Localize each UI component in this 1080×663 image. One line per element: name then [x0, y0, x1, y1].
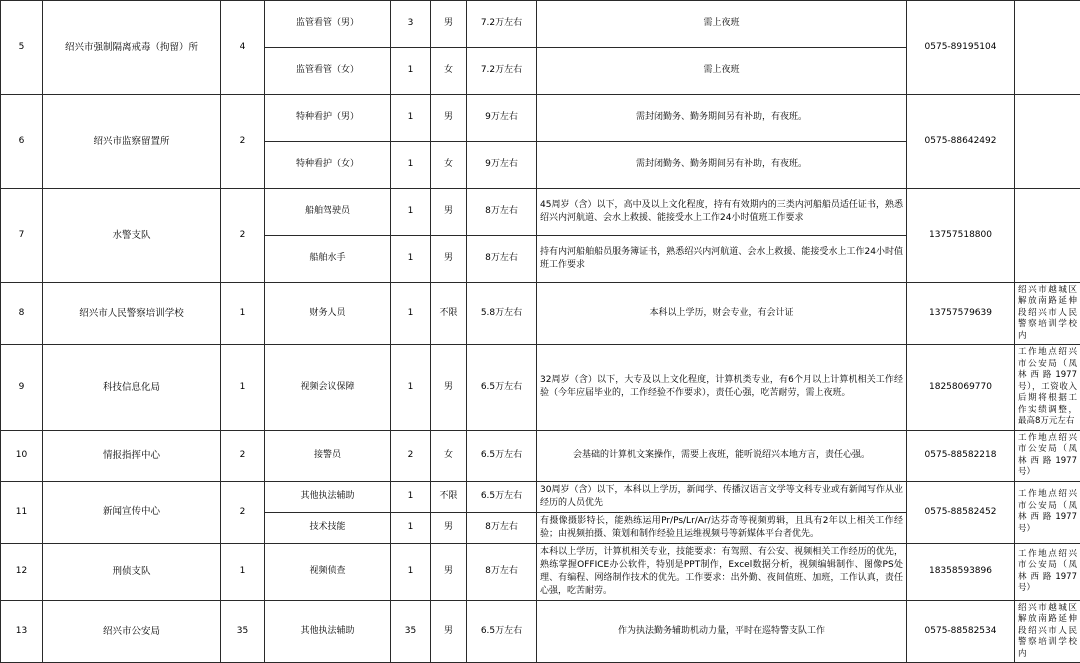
- cell-post: 其他执法辅助: [265, 481, 391, 512]
- cell-note: 绍兴市越城区解放南路延伸段绍兴市人民警察培训学校内: [1015, 283, 1080, 345]
- cell-org-count: 4: [221, 1, 265, 95]
- cell-pay: 8万左右: [467, 512, 537, 543]
- cell-post: 视频侦查: [265, 543, 391, 600]
- cell-post: 船舶驾驶员: [265, 189, 391, 236]
- cell-phone: 18358593896: [907, 543, 1015, 600]
- cell-num: 1: [391, 95, 431, 142]
- cell-org-count: 1: [221, 543, 265, 600]
- cell-note: [1015, 189, 1080, 283]
- table-row: [1, 345, 1080, 430]
- cell-num: 1: [391, 543, 431, 600]
- table-row: [1, 1, 1080, 48]
- cell-sex: 男: [431, 512, 467, 543]
- cell-org-count: 1: [221, 283, 265, 345]
- cell-requirement: 需上夜班: [537, 1, 907, 48]
- cell-num: 3: [391, 1, 431, 48]
- cell-post: 接警员: [265, 430, 391, 481]
- cell-phone: 0575-88582534: [907, 600, 1015, 662]
- cell-pay: 9万左右: [467, 95, 537, 142]
- cell-sex: 男: [431, 600, 467, 662]
- cell-sex: 不限: [431, 283, 467, 345]
- cell-sex: 女: [431, 142, 467, 189]
- cell-note: 工作地点绍兴市公安局（凤林西路1977号）: [1015, 543, 1080, 600]
- cell-post: 特种看护（女）: [265, 142, 391, 189]
- cell-org: 绍兴市公安局: [43, 600, 221, 662]
- cell-pay: 9万左右: [467, 142, 537, 189]
- cell-no: 11: [1, 481, 43, 543]
- cell-sex: 男: [431, 189, 467, 236]
- cell-sex: 男: [431, 236, 467, 283]
- cell-no: 10: [1, 430, 43, 481]
- cell-post: 监管看管（男）: [265, 1, 391, 48]
- cell-org: 水警支队: [43, 189, 221, 283]
- table-row: [1, 189, 1080, 236]
- cell-note: 工作地点绍兴市公安局（凤林西路1977号）: [1015, 481, 1080, 543]
- cell-org-count: 2: [221, 481, 265, 543]
- cell-requirement: 持有内河船舶船员服务簿证书，熟悉绍兴内河航道、会水上救援、能接受水上工作24小时值班工作要求: [537, 236, 907, 283]
- cell-org-count: 2: [221, 430, 265, 481]
- cell-num: 1: [391, 142, 431, 189]
- cell-requirement: 本科以上学历，财会专业，有会计证: [537, 283, 907, 345]
- cell-pay: 8万左右: [467, 543, 537, 600]
- cell-pay: 7.2万左右: [467, 48, 537, 95]
- cell-note: 工作地点绍兴市公安局（凤林西路1977号）: [1015, 430, 1080, 481]
- cell-org: 绍兴市强制隔离戒毒（拘留）所: [43, 1, 221, 95]
- cell-org-count: 2: [221, 95, 265, 189]
- cell-requirement: 需封闭勤务、勤务期间另有补助，有夜班。: [537, 95, 907, 142]
- cell-pay: 6.5万左右: [467, 600, 537, 662]
- cell-pay: 8万左右: [467, 189, 537, 236]
- cell-num: 1: [391, 481, 431, 512]
- cell-post: 其他执法辅助: [265, 600, 391, 662]
- cell-post: 特种看护（男）: [265, 95, 391, 142]
- cell-requirement: 本科以上学历，计算机相关专业，技能要求：有驾照、有公安、视频相关工作经历的优先，熟练掌握OFFICE办公软件，特别是PPT制作，Excel数据分析，视频编辑制作、图像PS处理、有编程、网络制作技术的优先。工作要求：出外勤、夜间值班、加班，工作认真，责任心强，吃苦耐劳。: [537, 543, 907, 600]
- cell-requirement: 32周岁（含）以下，大专及以上文化程度，计算机类专业，有6个月以上计算机相关工作经验（今年应届毕业的，工作经验不作要求），责任心强，吃苦耐劳，需上夜班。: [537, 345, 907, 430]
- cell-sex: 女: [431, 48, 467, 95]
- table-row: [1, 481, 1080, 512]
- cell-note: [1015, 1, 1080, 95]
- table-row: [1, 95, 1080, 142]
- cell-org: 绍兴市监察留置所: [43, 95, 221, 189]
- cell-requirement: 需封闭勤务、勤务期间另有补助，有夜班。: [537, 142, 907, 189]
- cell-sex: 女: [431, 430, 467, 481]
- cell-pay: 5.8万左右: [467, 283, 537, 345]
- cell-requirement: 30周岁（含）以下，本科以上学历，新闻学、传播汉语言文学等文科专业或有新闻写作从业经历的人员优先: [537, 481, 907, 512]
- cell-num: 1: [391, 345, 431, 430]
- table-body: [1, 1, 1080, 663]
- cell-num: 1: [391, 236, 431, 283]
- cell-no: 7: [1, 189, 43, 283]
- cell-phone: 13757518800: [907, 189, 1015, 283]
- table-row: [1, 430, 1080, 481]
- cell-requirement: 45周岁（含）以下，高中及以上文化程度，持有有效期内的三类内河船船员适任证书，熟悉绍兴内河航道、会水上救援、能接受水上工作24小时值班工作要求: [537, 189, 907, 236]
- cell-no: 5: [1, 1, 43, 95]
- cell-org: 绍兴市人民警察培训学校: [43, 283, 221, 345]
- cell-sex: 男: [431, 95, 467, 142]
- cell-requirement: 需上夜班: [537, 48, 907, 95]
- cell-phone: 0575-88582218: [907, 430, 1015, 481]
- cell-org-count: 2: [221, 189, 265, 283]
- cell-no: 9: [1, 345, 43, 430]
- cell-requirement: 有摄像摄影特长，能熟练运用Pr/Ps/Lr/Ar/达芬奇等视频剪辑，且具有2年以上相关工作经验；由视频拍摄、策划和制作经验且运维视频号等新媒体平台者优先。: [537, 512, 907, 543]
- cell-pay: 6.5万左右: [467, 481, 537, 512]
- cell-num: 1: [391, 283, 431, 345]
- cell-phone: 0575-89195104: [907, 1, 1015, 95]
- cell-sex: 不限: [431, 481, 467, 512]
- cell-phone: 13757579639: [907, 283, 1015, 345]
- cell-sex: 男: [431, 543, 467, 600]
- cell-org: 新闻宣传中心: [43, 481, 221, 543]
- cell-post: 技术技能: [265, 512, 391, 543]
- cell-phone: 18258069770: [907, 345, 1015, 430]
- cell-post: 视频会议保障: [265, 345, 391, 430]
- cell-org-count: 1: [221, 345, 265, 430]
- cell-num: 1: [391, 512, 431, 543]
- cell-sex: 男: [431, 1, 467, 48]
- cell-num: 1: [391, 48, 431, 95]
- cell-note: 工作地点绍兴市公安局（凤林西路1977号），工资收入后期将根据工作实绩调整，最高8万元左右: [1015, 345, 1080, 430]
- cell-pay: 6.5万左右: [467, 345, 537, 430]
- cell-pay: 8万左右: [467, 236, 537, 283]
- cell-org: 刑侦支队: [43, 543, 221, 600]
- cell-requirement: 会基础的计算机文案操作，需要上夜班，能听说绍兴本地方言，责任心强。: [537, 430, 907, 481]
- cell-post: 监管看管（女）: [265, 48, 391, 95]
- cell-no: 12: [1, 543, 43, 600]
- cell-requirement: 作为执法勤务辅助机动力量，平时在巡特警支队工作: [537, 600, 907, 662]
- cell-phone: 0575-88582452: [907, 481, 1015, 543]
- cell-pay: 6.5万左右: [467, 430, 537, 481]
- table-row: [1, 543, 1080, 600]
- cell-note: 绍兴市越城区解放南路延伸段绍兴市人民警察培训学校内: [1015, 600, 1080, 662]
- cell-org: 科技信息化局: [43, 345, 221, 430]
- cell-no: 8: [1, 283, 43, 345]
- table-row: [1, 283, 1080, 345]
- cell-phone: 0575-88642492: [907, 95, 1015, 189]
- cell-org-count: 35: [221, 600, 265, 662]
- cell-num: 1: [391, 189, 431, 236]
- cell-post: 财务人员: [265, 283, 391, 345]
- cell-no: 13: [1, 600, 43, 662]
- cell-note: [1015, 95, 1080, 189]
- cell-num: 2: [391, 430, 431, 481]
- cell-sex: 男: [431, 345, 467, 430]
- cell-no: 6: [1, 95, 43, 189]
- cell-org: 情报指挥中心: [43, 430, 221, 481]
- cell-pay: 7.2万左右: [467, 1, 537, 48]
- cell-post: 船舶水手: [265, 236, 391, 283]
- cell-num: 35: [391, 600, 431, 662]
